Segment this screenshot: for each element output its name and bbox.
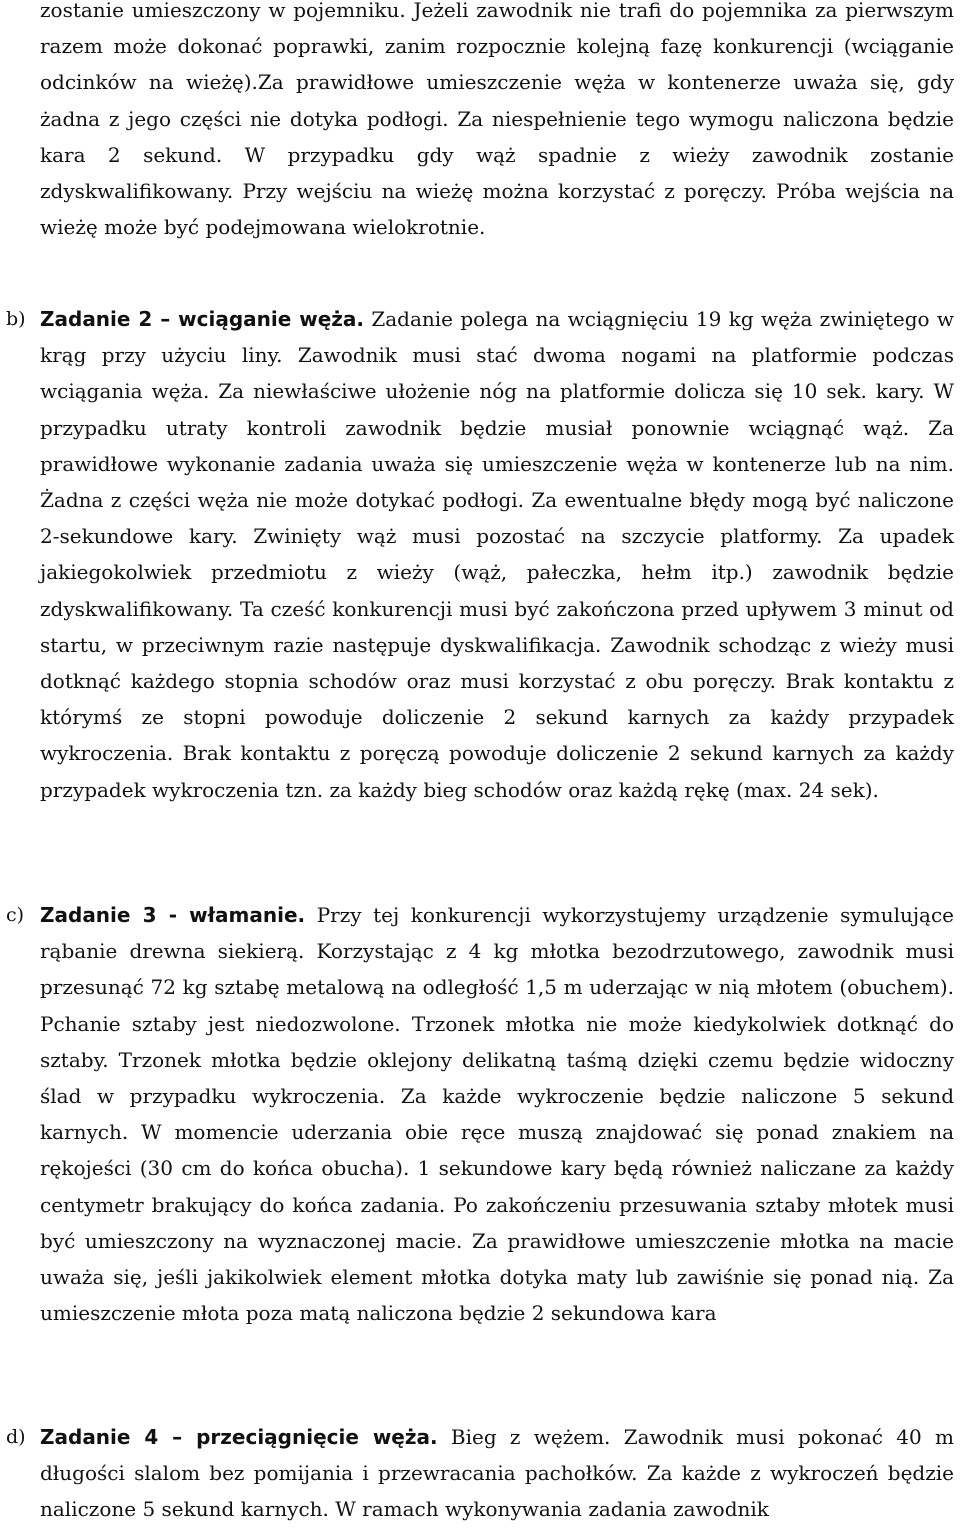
- section-d-marker: d): [6, 1426, 26, 1448]
- section-c-marker: c): [6, 904, 25, 926]
- section-b-body: Zadanie polega na wciągnięciu 19 kg węża zwiniętego w krąg przy użyciu liny. Zawodnik musi stać dwoma nogami na platformie podczas wciągania węża. Za niewłaściwe ułożenie nóg na platformie dolicza się 10 sek. kary. W przypadku utraty kontroli zawodnik będzie musiał ponownie wciągnąć wąż. Za prawidłowe wykonanie zadania uważa się umieszczenie węża w kontenerze lub na nim. Żadna z części węża nie może dotykać podłogi. Za ewentualne błędy mogą być naliczone 2-sekundowe kary. Zwinięty wąż musi pozostać na szczycie platformy. Za upadek jakiegokolwiek przedmiotu z wieży (wąż, pałeczka, hełm itp.) zawodnik będzie zdyskwalifikowany. Ta cześć konkurencji musi być zakończona przed upływem 3 minut od startu, w przeciwnym razie następuje dyskwalifikacja. Zawodnik schodząc z wieży musi dotknąć każdego stopnia schodów oraz musi korzystać z obu poręczy. Brak kontaktu z którymś ze stopni powoduje doliczenie 2 sekund karnych za każdy przypadek wykroczenia. Brak kontaktu z poręczą powoduje doliczenie 2 sekund karnych za każdy przypadek wykroczenia tzn. za każdy bieg schodów oraz każdą rękę (max. 24 sek).: [40, 307, 955, 802]
- section-c-paragraph: [40, 897, 954, 1331]
- section-c-body: Przy tej konkurencji wykorzystujemy urządzenie symulujące rąbanie drewna siekierą. Korzystając z 4 kg młotka bezodrzutowego, zawodnik musi przesunąć 72 kg sztabę metalową na odległość 1,5 m uderzając w nią młotem (obuchem). Pchanie sztaby jest niedozwolone. Trzonek młotka nie może kiedykolwiek dotknąć do sztaby. Trzonek młotka będzie oklejony delikatną taśmą dzięki czemu będzie widoczny ślad w przypadku wykroczenia. Za każde wykroczenie będzie naliczone 5 sekund karnych. W momencie uderzania obie ręce muszą znajdować się ponad znakiem na rękojeści (30 cm do końca obucha). 1 sekundowe kary będą również naliczane za każdy centymetr brakujący do końca zadania. Po zakończeniu przesuwania sztaby młotek musi być umieszczony na wyznaczonej macie. Za prawidłowe umieszczenie młotka na macie uważa się, jeśli jakikolwiek element młotka dotyka maty lub zawiśnie się ponad nią. Za umieszczenie młota poza matą naliczona będzie 2 sekundowa kara: [40, 903, 955, 1326]
- section-b-paragraph: [40, 301, 954, 808]
- section-d-paragraph: [40, 1419, 954, 1528]
- section-b-marker: b): [6, 308, 26, 330]
- section-d-title: Zadanie 4 – przeciągnięcie węża.: [40, 1425, 438, 1449]
- section-c-title: Zadanie 3 - włamanie.: [40, 903, 306, 927]
- intro-paragraph: zostanie umieszczony w pojemniku. Jeżeli zawodnik nie trafi do pojemnika za pierwszym razem może dokonać poprawki, zanim rozpocznie kolejną fazę konkurencji (wciąganie odcinków na wieżę).Za prawidłowe umieszczenie węża w kontenerze uważa się, gdy żadna z jego części nie dotyka podłogi. Za niespełnienie tego wymogu naliczona będzie kara 2 sekund. W przypadku gdy wąż spadnie z wieży zawodnik zostanie zdyskwalifikowany. Przy wejściu na wieżę można korzystać z poręczy. Próba wejścia na wieżę może być podejmowana wielokrotnie.: [40, 0, 954, 240]
- section-d-body: Bieg z wężem. Zawodnik musi pokonać 40 m długości slalom bez pomijania i przewracania pachołków. Za każde z wykroczeń będzie naliczone 5 sekund karnych. W ramach wykonywania zadania zawodnik: [40, 1425, 954, 1522]
- section-b-title: Zadanie 2 – wciąganie węża.: [40, 307, 365, 331]
